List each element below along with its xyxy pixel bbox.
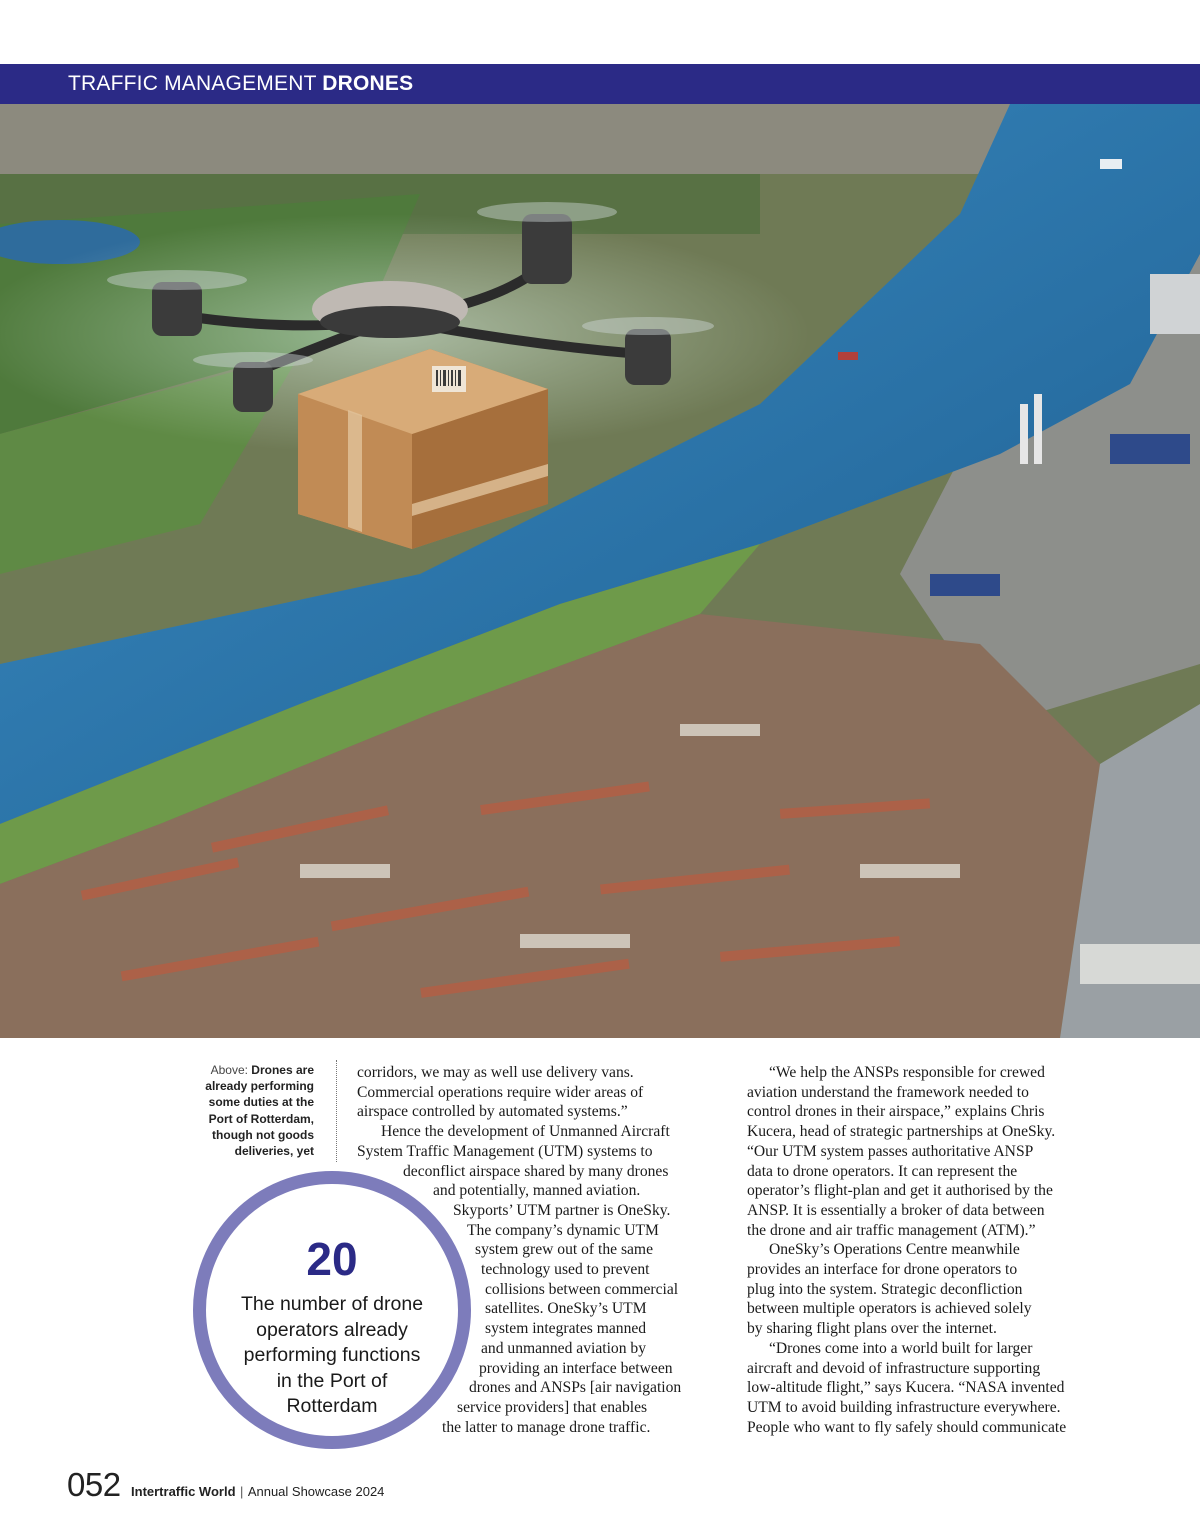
caption-line: deliveries, yet bbox=[234, 1144, 314, 1159]
body-line: operator’s flight-plan and get it authorised by the bbox=[747, 1182, 1053, 1200]
body-line: between multiple operators is achieved solely bbox=[747, 1300, 1032, 1318]
body-line: UTM to avoid building infrastructure everywhere. bbox=[747, 1398, 1061, 1416]
body-line: OneSky’s Operations Centre meanwhile bbox=[769, 1241, 1020, 1259]
photo-caption bbox=[190, 1062, 314, 1159]
body-line: providing an interface between bbox=[479, 1359, 673, 1377]
stat-description bbox=[234, 1292, 430, 1420]
body-line: collisions between commercial bbox=[485, 1280, 679, 1298]
footer-separator: | bbox=[239, 1484, 244, 1499]
stat-callout bbox=[193, 1171, 471, 1449]
body-line: People who want to fly safely should communicate bbox=[747, 1418, 1067, 1436]
caption-line: though not goods bbox=[212, 1127, 314, 1142]
body-line: airspace controlled by automated systems.” bbox=[357, 1103, 628, 1121]
caption-lead: Above: bbox=[210, 1063, 248, 1077]
caption-line: some duties at the bbox=[208, 1095, 314, 1110]
body-line: low-altitude flight,” says Kucera. “NASA invented bbox=[747, 1379, 1065, 1397]
body-line: system integrates manned bbox=[485, 1320, 647, 1338]
publication-name: Intertraffic World bbox=[131, 1484, 236, 1499]
body-line: service providers] that enables bbox=[457, 1398, 648, 1416]
body-line: “Drones come into a world built for larger bbox=[769, 1339, 1033, 1357]
section-header-bar bbox=[0, 64, 1200, 104]
stat-line: Rotterdam bbox=[286, 1395, 378, 1417]
body-line: System Traffic Management (UTM) systems to bbox=[357, 1142, 653, 1160]
body-line: corridors, we may as well use delivery vans. bbox=[357, 1064, 634, 1081]
caption-line: Drones are bbox=[251, 1063, 314, 1077]
hero-photo bbox=[0, 104, 1200, 1038]
caption-divider bbox=[336, 1060, 337, 1162]
stat-line: performing functions bbox=[243, 1344, 421, 1366]
body-line: the latter to manage drone traffic. bbox=[442, 1418, 651, 1436]
body-line: Hence the development of Unmanned Aircraft bbox=[381, 1123, 670, 1141]
body-line: by sharing flight plans over the internet. bbox=[747, 1320, 997, 1338]
body-line: The company’s dynamic UTM bbox=[467, 1221, 659, 1239]
body-line: “Our UTM system passes authoritative ANSP bbox=[747, 1142, 1034, 1160]
body-line: “We help the ANSPs responsible for crewed bbox=[769, 1064, 1045, 1081]
stat-line: The number of drone bbox=[240, 1293, 424, 1315]
body-line: ANSP. It is essentially a broker of data between bbox=[747, 1201, 1045, 1219]
publication-issue: Annual Showcase 2024 bbox=[247, 1484, 385, 1499]
body-line: aviation understand the framework needed to bbox=[747, 1083, 1029, 1101]
section-header bbox=[68, 72, 413, 96]
section-topic: DRONES bbox=[322, 72, 414, 95]
body-line: control drones in their airspace,” explains Chris bbox=[747, 1103, 1045, 1121]
body-line: drones and ANSPs [air navigation bbox=[469, 1379, 682, 1397]
stat-line: in the Port of bbox=[276, 1369, 388, 1392]
stat-number: 20 bbox=[306, 1233, 358, 1285]
body-line: provides an interface for drone operators to bbox=[747, 1261, 1018, 1279]
body-line: aircraft and devoid of infrastructure supporting bbox=[747, 1359, 1041, 1377]
body-line: plug into the system. Strategic deconfliction bbox=[747, 1280, 1023, 1298]
body-line: Commercial operations require wider areas of bbox=[357, 1083, 644, 1101]
page-footer bbox=[67, 1466, 384, 1504]
body-line: and potentially, manned aviation. bbox=[433, 1182, 641, 1200]
body-line: technology used to prevent bbox=[481, 1261, 650, 1279]
body-line: and unmanned aviation by bbox=[481, 1339, 646, 1357]
body-line: satellites. OneSky’s UTM bbox=[485, 1300, 647, 1318]
stat-line: operators already bbox=[256, 1318, 408, 1341]
caption-line: already performing bbox=[205, 1079, 314, 1094]
body-line: deconflict airspace shared by many drones bbox=[403, 1162, 669, 1180]
page-number: 052 bbox=[67, 1466, 121, 1503]
body-line: system grew out of the same bbox=[475, 1241, 653, 1259]
body-line: Kucera, head of strategic partnerships at OneSky. bbox=[747, 1123, 1056, 1141]
caption-line: Port of Rotterdam, bbox=[208, 1111, 314, 1126]
body-column-2 bbox=[747, 1063, 1117, 1437]
body-line: Skyports’ UTM partner is OneSky. bbox=[453, 1201, 671, 1219]
section-label: TRAFFIC MANAGEMENT bbox=[68, 72, 317, 95]
body-line: the drone and air traffic management (ATM).” bbox=[747, 1221, 1036, 1239]
body-line: data to drone operators. It can represent the bbox=[747, 1162, 1018, 1180]
